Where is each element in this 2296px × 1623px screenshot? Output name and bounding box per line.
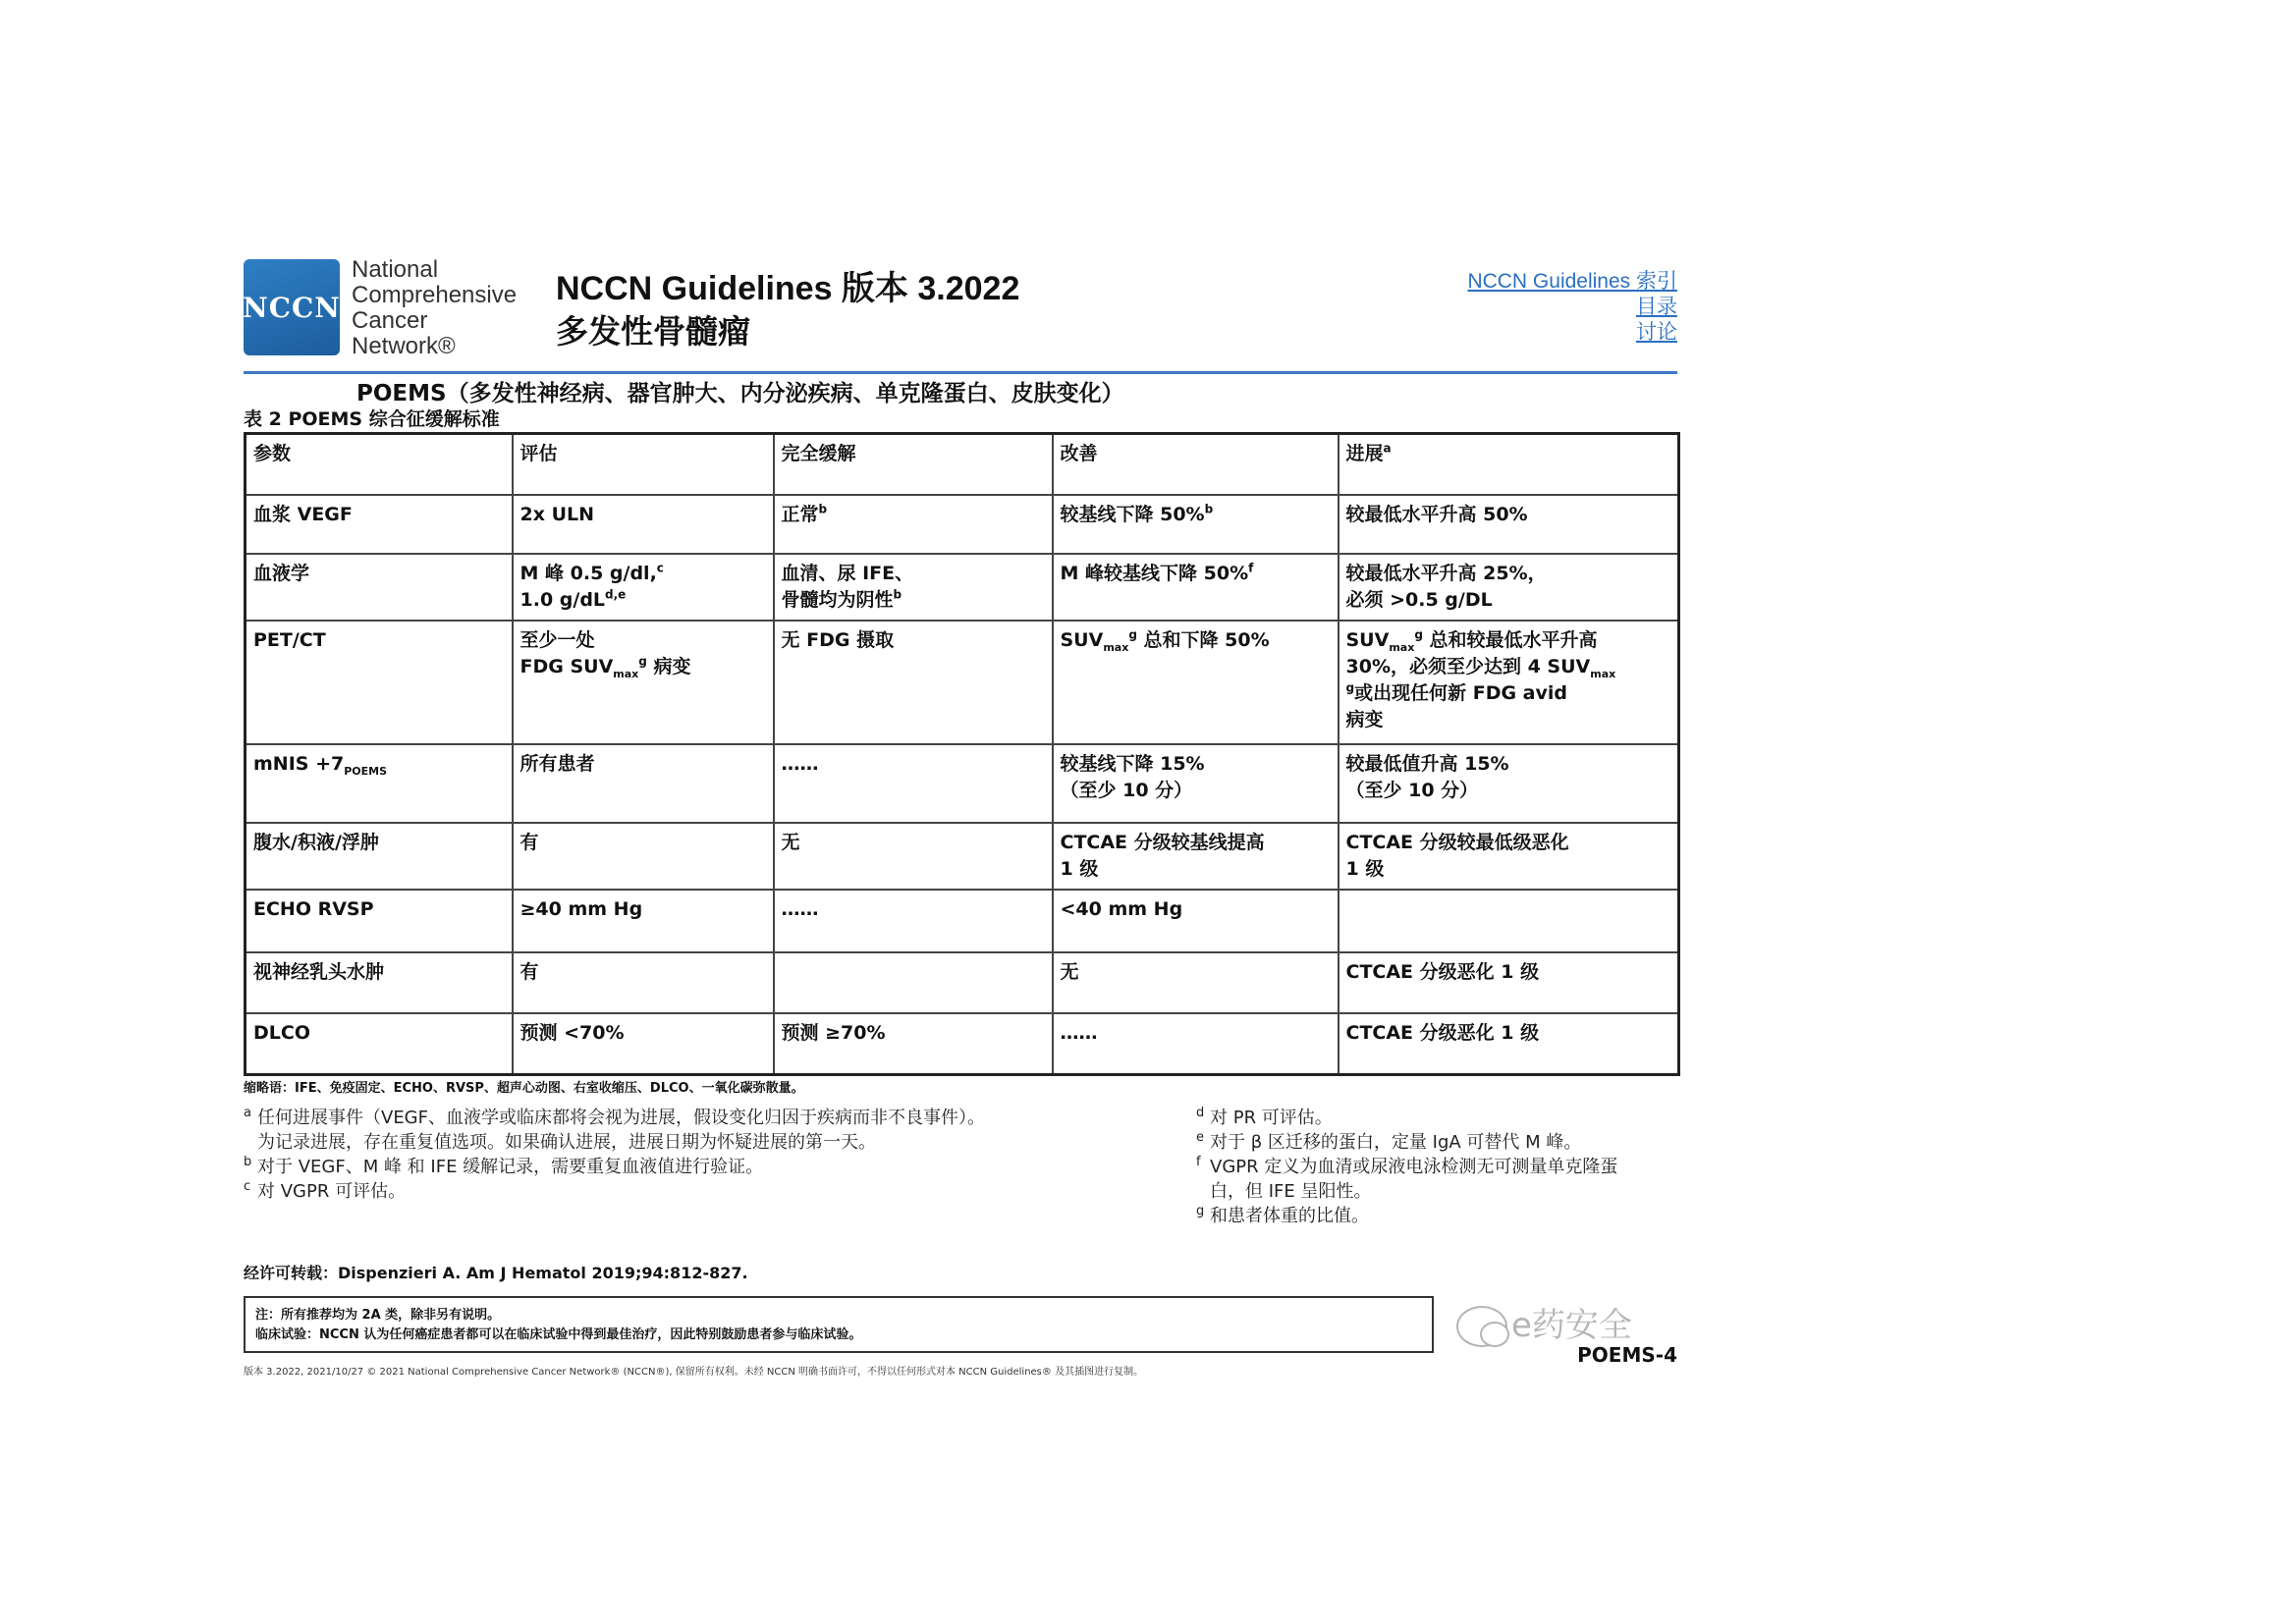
table-row xyxy=(246,890,1679,952)
cell-text: SUV xyxy=(1060,629,1104,651)
footnote-marker: g xyxy=(638,654,647,669)
nccn-logo xyxy=(244,259,340,355)
cell-parameter: 血液学 xyxy=(246,554,513,621)
document-page xyxy=(244,257,1677,1392)
footnote-marker: b xyxy=(818,502,828,516)
table-row xyxy=(246,495,1679,554)
guideline-version-title: NCCN Guidelines 版本 3.2022 xyxy=(556,270,1020,307)
cell-text: 1.0 g/dL xyxy=(519,589,606,611)
cell-complete-response xyxy=(774,495,1053,554)
footnote-mark: f xyxy=(1196,1154,1201,1169)
cell-evaluation: 有 xyxy=(513,952,774,1013)
cell-improvement: 较基线下降 15% （至少 10 分） xyxy=(1053,744,1339,823)
subscript: POEMS xyxy=(344,764,388,778)
footnote-item xyxy=(1196,1106,1677,1130)
footnote-mark: b xyxy=(244,1154,252,1169)
watermark xyxy=(1456,1298,1632,1348)
cell-progression: CTCAE 分级恶化 1 级 xyxy=(1339,1013,1679,1074)
watermark-text: e药安全 xyxy=(1511,1305,1632,1345)
header-evaluation: 评估 xyxy=(513,434,774,496)
abbreviations-note: 缩略语：IFE、免疫固定、ECHO、RVSP、超声心动图、右室收缩压、DLCO、一氧化碳弥散量。 xyxy=(244,1080,804,1096)
org-line: Comprehensive xyxy=(352,282,518,308)
cell-complete-response: …… xyxy=(774,890,1053,952)
cell-text: 血清、尿 IFE、 骨髓均为阴性 xyxy=(781,563,914,611)
footnote-mark: c xyxy=(244,1178,251,1194)
cell-progression xyxy=(1339,621,1679,744)
cell-improvement: …… xyxy=(1053,1013,1339,1074)
cell-evaluation: ≥40 mm Hg xyxy=(513,890,774,952)
discussion-link[interactable]: 讨论 xyxy=(1636,321,1677,344)
response-criteria-table xyxy=(244,432,1680,1076)
footnote-item xyxy=(1196,1130,1677,1155)
page-number: POEMS-4 xyxy=(1577,1342,1677,1367)
cell-complete-response: 无 xyxy=(774,823,1053,890)
footnote-mark: d xyxy=(1196,1105,1205,1120)
cell-improvement: <40 mm Hg xyxy=(1053,890,1339,952)
cell-evaluation: 预测 <70% xyxy=(513,1013,774,1074)
document-title xyxy=(556,267,1019,353)
table-header-row xyxy=(246,434,1679,496)
table-row xyxy=(246,621,1679,744)
cell-complete-response xyxy=(774,554,1053,621)
subscript: max xyxy=(613,667,639,680)
cell-progression: 较最低水平升高 50% xyxy=(1339,495,1679,554)
table-row xyxy=(246,744,1679,823)
cell-parameter: 腹水/积液/浮肿 xyxy=(246,823,513,890)
organization-name xyxy=(352,257,517,359)
cell-text: 总和较最低水平升高 30%，必须至少达到 4 SUV xyxy=(1345,629,1598,677)
footnote-marker: c xyxy=(656,561,664,575)
note-box xyxy=(244,1296,1434,1353)
footnote-item xyxy=(1196,1155,1677,1204)
clinical-trials-note: 临床试验：NCCN 认为任何癌症患者都可以在临床试验中得到最佳治疗，因此特别鼓励患者参与临床试验。 xyxy=(255,1326,862,1342)
header-progression-label: 进展 xyxy=(1345,443,1384,464)
footnote-mark: g xyxy=(1196,1203,1205,1218)
cell-progression: 较最低值升高 15% （至少 10 分） xyxy=(1339,744,1679,823)
subscript: max xyxy=(1103,640,1129,654)
footnote-marker: b xyxy=(893,587,902,602)
cell-progression: CTCAE 分级较最低级恶化 1 级 xyxy=(1339,823,1679,890)
cell-parameter: 视神经乳头水肿 xyxy=(246,952,513,1013)
cell-improvement: CTCAE 分级较基线提高 1 级 xyxy=(1053,823,1339,890)
cell-evaluation: 2x ULN xyxy=(513,495,774,554)
subscript: max xyxy=(1389,640,1415,654)
footnotes-right xyxy=(1196,1106,1677,1228)
footnote-mark: e xyxy=(1196,1129,1204,1145)
header-divider xyxy=(244,371,1677,374)
cell-text: mNIS +7 xyxy=(253,753,345,775)
table-of-contents-link[interactable]: 目录 xyxy=(1636,296,1677,318)
table-caption: 表 2 POEMS 综合征缓解标准 xyxy=(244,408,500,430)
cell-evaluation xyxy=(513,554,774,621)
footnote-item xyxy=(244,1155,1108,1179)
guidelines-index-link[interactable]: NCCN Guidelines 索引 xyxy=(1467,270,1677,293)
footnote-marker: g xyxy=(1414,627,1423,642)
cell-parameter: ECHO RVSP xyxy=(246,890,513,952)
footnote-marker: g xyxy=(1345,680,1355,695)
category-note: 注：所有推荐均为 2A 类，除非另有说明。 xyxy=(255,1307,501,1323)
cell-complete-response: …… xyxy=(774,744,1053,823)
cell-improvement: 无 xyxy=(1053,952,1339,1013)
cell-text: 或出现任何新 FDG avid 病变 xyxy=(1345,682,1567,730)
header-progression xyxy=(1339,434,1679,496)
footnote-mark: a xyxy=(244,1105,251,1120)
cell-text: 正常 xyxy=(781,504,819,525)
page-header xyxy=(244,257,1677,373)
cell-improvement xyxy=(1053,495,1339,554)
cell-complete-response xyxy=(774,952,1053,1013)
header-improvement: 改善 xyxy=(1053,434,1339,496)
disease-title: 多发性骨髓瘤 xyxy=(556,313,750,350)
cell-evaluation xyxy=(513,621,774,744)
table-row xyxy=(246,1013,1679,1074)
cell-parameter: DLCO xyxy=(246,1013,513,1074)
footnote-marker: f xyxy=(1248,561,1254,575)
cell-progression: CTCAE 分级恶化 1 级 xyxy=(1339,952,1679,1013)
cell-complete-response: 预测 ≥70% xyxy=(774,1013,1053,1074)
wechat-icon xyxy=(1456,1306,1507,1347)
cell-progression: 较最低水平升高 25%， 必须 >0.5 g/DL xyxy=(1339,554,1679,621)
footnote-marker: d,e xyxy=(605,587,627,602)
footnote-text: 任何进展事件（VEGF、血液学或临床都将会视为进展，假设变化归因于疾病而非不良事件）。 为记录进展，存在重复值选项。如果确认进展，进展日期为怀疑进展的第一天。 xyxy=(257,1107,985,1153)
cell-text: 较基线下降 50% xyxy=(1060,504,1205,525)
footnotes-left xyxy=(244,1106,1108,1204)
table-row xyxy=(246,823,1679,890)
table-row xyxy=(246,952,1679,1013)
cell-parameter xyxy=(246,744,513,823)
cell-evaluation: 所有患者 xyxy=(513,744,774,823)
org-line: Cancer xyxy=(352,307,428,334)
footnote-text: 对 PR 可评估。 xyxy=(1210,1107,1333,1128)
footnote-text: 对 VGPR 可评估。 xyxy=(257,1180,407,1202)
cell-text: FDG SUV xyxy=(519,656,614,677)
cell-improvement xyxy=(1053,554,1339,621)
org-line: National xyxy=(352,256,439,283)
cell-parameter: 血浆 VEGF xyxy=(246,495,513,554)
footnote-marker: a xyxy=(1383,441,1392,456)
footnote-text: VGPR 定义为血清或尿液电泳检测无可测量单克隆蛋 白，但 IFE 呈阳性。 xyxy=(1210,1156,1618,1202)
table-row xyxy=(246,554,1679,621)
header-complete-response: 完全缓解 xyxy=(774,434,1053,496)
cell-complete-response: 无 FDG 摄取 xyxy=(774,621,1053,744)
cell-improvement xyxy=(1053,621,1339,744)
footnote-item xyxy=(1196,1204,1677,1228)
section-title: POEMS（多发性神经病、器官肿大、内分泌疾病、单克隆蛋白、皮肤变化） xyxy=(356,381,1124,406)
header-parameter: 参数 xyxy=(246,434,513,496)
logo-abbreviation: NCCN xyxy=(243,291,341,324)
source-citation: 经许可转载：Dispenzieri A. Am J Hematol 2019;94:812-827. xyxy=(244,1263,748,1282)
cell-text: 病变 xyxy=(646,656,691,677)
footnote-text: 和患者体重的比值。 xyxy=(1210,1205,1369,1226)
org-line: Network® xyxy=(352,333,456,359)
footnote-text: 对于 VEGF、M 峰 和 IFE 缓解记录，需要重复血液值进行验证。 xyxy=(257,1156,764,1177)
cell-parameter: PET/CT xyxy=(246,621,513,744)
cell-text: M 峰 0.5 g/dl, xyxy=(519,563,657,584)
cell-progression xyxy=(1339,890,1679,952)
footnote-item xyxy=(244,1106,1108,1155)
footnote-item xyxy=(244,1179,1108,1204)
cell-evaluation: 有 xyxy=(513,823,774,890)
cell-text: 总和下降 50% xyxy=(1136,629,1270,651)
footnotes xyxy=(244,1106,1677,1263)
subscript: max xyxy=(1590,667,1616,680)
footnote-marker: g xyxy=(1128,627,1137,642)
nav-links xyxy=(1467,269,1677,346)
copyright-notice: 版本 3.2022, 2021/10/27 © 2021 National Comprehensive Cancer Network® (NCCN®), 保留所有权利。未经 NCCN 明确书面许可，不得以任何形式对本 NCCN Guidelines® 及其插图进行复制。 xyxy=(244,1366,1144,1378)
footnote-text: 对于 β 区迁移的蛋白，定量 IgA 可替代 M 峰。 xyxy=(1210,1131,1582,1153)
cell-text: 至少一处 xyxy=(519,629,595,651)
footnote-marker: b xyxy=(1204,502,1214,516)
cell-text: M 峰较基线下降 50% xyxy=(1060,563,1249,584)
cell-text: SUV xyxy=(1345,629,1390,651)
